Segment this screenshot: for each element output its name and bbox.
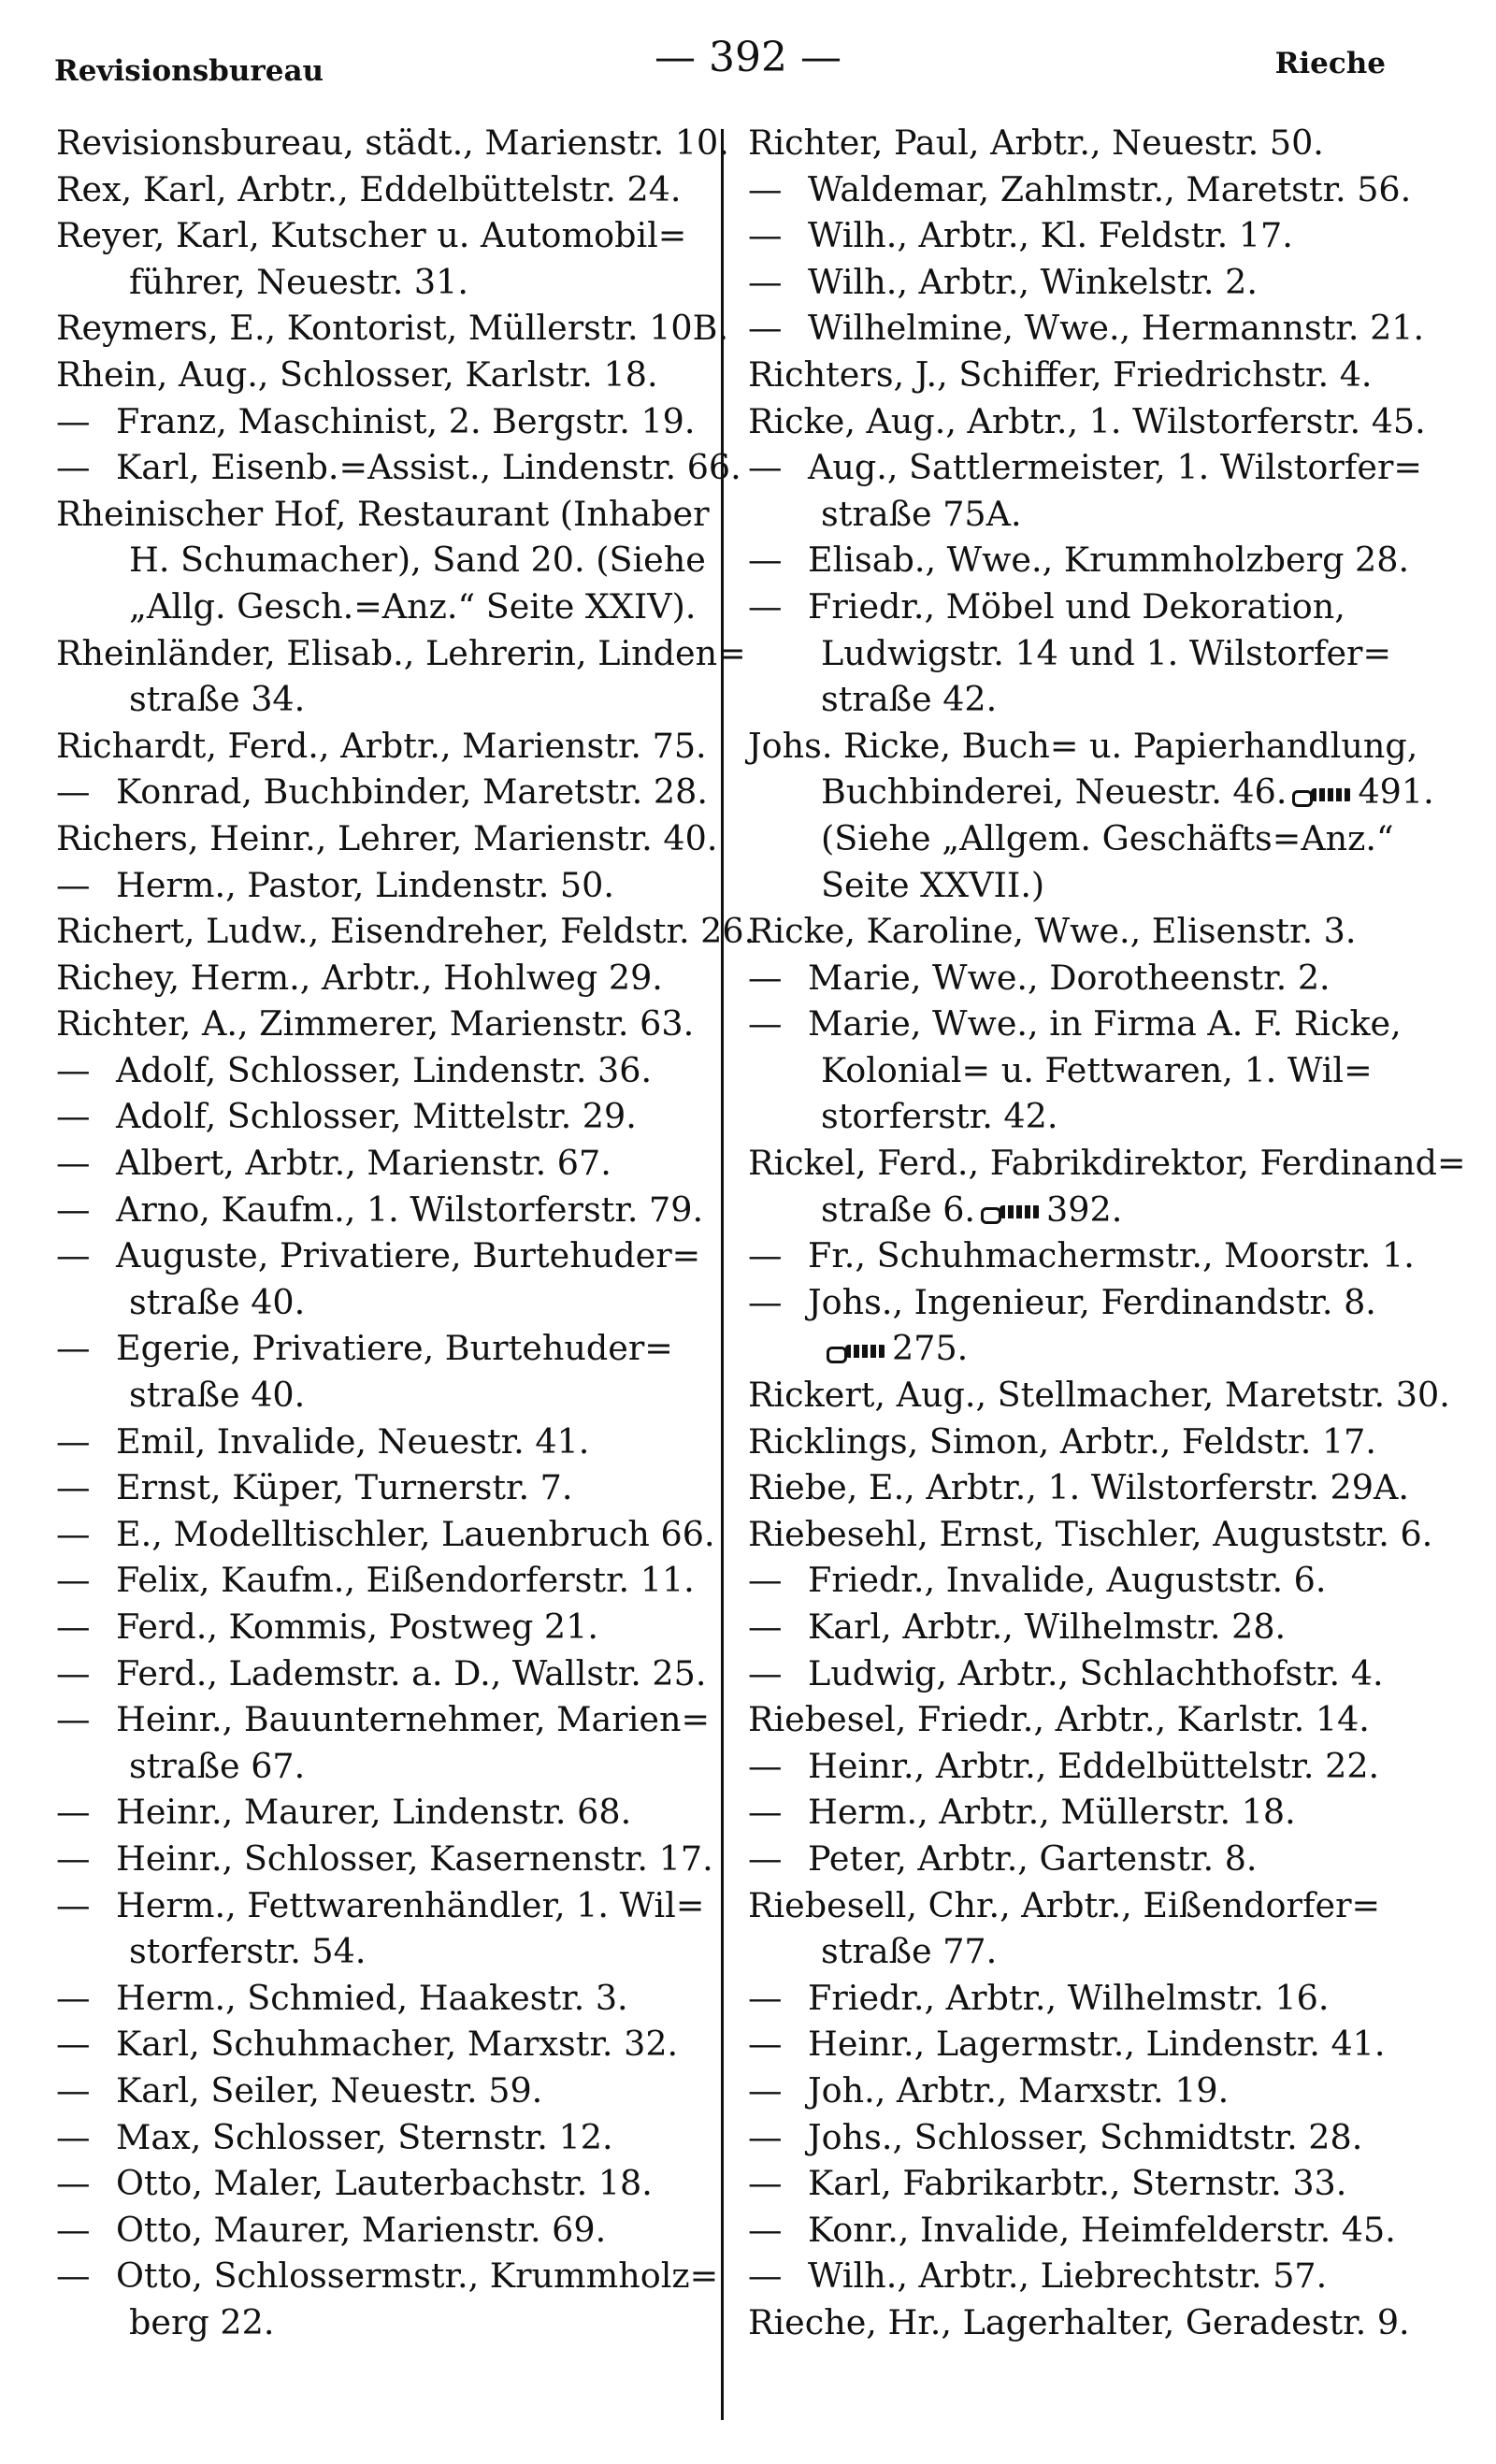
repeat-dash: —: [56, 1143, 91, 1184]
entry-text: storferstr. 54.: [129, 1931, 367, 1972]
directory-entry-line: [748, 1650, 1421, 1697]
entry-text: Rickel, Ferd., Fabrikdirektor, Ferdinand=: [748, 1143, 1466, 1184]
repeat-dash: —: [748, 1235, 783, 1276]
directory-entry-line: [748, 815, 1421, 862]
entry-text: Heinr., Bauunternehmer, Marien=: [116, 1699, 711, 1740]
entry-text: Emil, Invalide, Neuestr. 41.: [116, 1420, 590, 1462]
repeat-dash: —: [56, 1513, 91, 1554]
directory-entry-line: [56, 259, 729, 306]
entry-text: straße 40.: [129, 1281, 306, 1322]
repeat-dash: —: [748, 1003, 783, 1045]
repeat-dash: —: [56, 1467, 91, 1508]
directory-entry-line: [56, 1928, 729, 1975]
repeat-dash: —: [748, 1977, 783, 2018]
directory-entry-line: [748, 352, 1421, 398]
telephone-icon: [1292, 786, 1352, 803]
directory-entry-line: [56, 815, 729, 862]
repeat-dash: —: [56, 1837, 91, 1879]
repeat-dash: —: [56, 1792, 91, 1833]
repeat-dash: —: [56, 1560, 91, 1601]
entry-text: Joh., Arbtr., Marxstr. 19.: [808, 2069, 1230, 2111]
entry-text: Aug., Sattlermeister, 1. Wilstorfer=: [808, 447, 1422, 488]
entry-text: Ricklings, Simon, Arbtr., Feldstr. 17.: [748, 1420, 1376, 1462]
entry-text: straße 75A.: [821, 493, 1022, 534]
directory-entry-line: [56, 908, 755, 955]
repeat-dash: —: [56, 1420, 91, 1462]
left-column: [56, 120, 755, 2346]
directory-entry-line: [56, 212, 729, 259]
directory-entry-line: [56, 1419, 729, 1465]
entry-text: Riebesehl, Ernst, Tischler, Auguststr. 6.: [748, 1513, 1433, 1554]
entry-text: Richers, Heinr., Lehrer, Marienstr. 40.: [56, 817, 718, 858]
running-head-right: Rieche: [1274, 47, 1386, 80]
directory-entry-line: [56, 955, 729, 1001]
repeat-dash: —: [748, 1607, 783, 1647]
directory-entry-line: [56, 1650, 729, 1697]
repeat-dash: —: [748, 215, 783, 256]
repeat-dash: —: [56, 1652, 91, 1693]
directory-entry-line: [748, 1279, 1421, 1326]
directory-entry-line: [56, 1604, 729, 1650]
entry-text: straße 40.: [129, 1375, 306, 1416]
entry-text: Seite XXVII.): [821, 864, 1045, 905]
directory-entry-line: [748, 398, 1426, 445]
directory-entry-line: [56, 1372, 729, 1419]
entry-text: Richter, Paul, Arbtr., Neuestr. 50.: [748, 122, 1324, 163]
entry-text: Herm., Arbtr., Müllerstr. 18.: [808, 1792, 1296, 1833]
repeat-dash: —: [748, 261, 783, 302]
entry-text: Otto, Maurer, Marienstr. 69.: [116, 2209, 607, 2250]
directory-entry-line: [56, 1187, 729, 1233]
directory-entry-line: [748, 1001, 1421, 1047]
repeat-dash: —: [56, 2069, 91, 2111]
repeat-dash: —: [56, 1607, 91, 1647]
directory-entry-line: [748, 2021, 1421, 2068]
directory-entry-line: [748, 2068, 1421, 2114]
directory-entry-line: [748, 259, 1421, 306]
directory-entry-line: [56, 120, 729, 166]
directory-entry-line: [748, 630, 1421, 677]
directory-entry-line: [748, 1696, 1421, 1743]
directory-entry-line: [56, 1789, 729, 1836]
entry-text: Karl, Eisenb.=Assist., Lindenstr. 66.: [116, 447, 741, 488]
entry-text: „Allg. Gesch.=Anz.“ Seite XXIV).: [129, 585, 697, 627]
entry-text: Karl, Seiler, Neuestr. 59.: [116, 2069, 543, 2111]
repeat-dash: —: [748, 2255, 783, 2297]
entry-text: Ernst, Küper, Turnerstr. 7.: [116, 1467, 573, 1508]
directory-entry-line: [56, 2253, 729, 2299]
entry-text: Albert, Arbtr., Marienstr. 67.: [116, 1143, 611, 1184]
repeat-dash: —: [748, 585, 783, 627]
entry-text: Friedr., Arbtr., Wilhelmstr. 16.: [808, 1977, 1330, 2018]
directory-entry-line: [748, 166, 1421, 213]
entry-text: Kolonial= u. Fettwaren, 1. Wil=: [821, 1049, 1373, 1090]
entry-text: Rickert, Aug., Stellmacher, Maretstr. 30.: [748, 1375, 1450, 1416]
phone-number: 491.: [1358, 771, 1434, 813]
entry-text: E., Modelltischler, Lauenbruch 66.: [116, 1513, 715, 1554]
repeat-dash: —: [56, 400, 91, 441]
entry-text: Johs., Ingenieur, Ferdinandstr. 8.: [808, 1281, 1376, 1322]
repeat-dash: —: [56, 2024, 91, 2065]
directory-entry-line: [56, 676, 729, 723]
directory-entry-line: [748, 862, 1421, 909]
directory-entry-line: [748, 1604, 1421, 1650]
entry-text: Johs. Ricke, Buch= u. Papierhandlung,: [748, 725, 1418, 766]
entry-text: Adolf, Schlosser, Mittelstr. 29.: [116, 1096, 637, 1137]
repeat-dash: —: [748, 1281, 783, 1322]
directory-entry-line: [748, 1047, 1421, 1094]
entry-text: führer, Neuestr. 31.: [129, 261, 468, 302]
directory-entry-line: [56, 444, 741, 491]
entry-text: Karl, Schuhmacher, Marxstr. 32.: [116, 2024, 679, 2065]
directory-entry-line: [748, 491, 1421, 538]
phone-number: 275.: [892, 1328, 969, 1369]
entry-text: Ferd., Kommis, Postweg 21.: [116, 1607, 598, 1647]
directory-entry-line: [748, 955, 1421, 1001]
repeat-dash: —: [56, 1096, 91, 1137]
directory-entry-line: [748, 1232, 1421, 1279]
directory-entry-line: [748, 1419, 1421, 1465]
directory-entry-line: [748, 584, 1421, 630]
entry-text: Richey, Herm., Arbtr., Hohlweg 29.: [56, 957, 663, 998]
repeat-dash: —: [748, 1560, 783, 1601]
directory-entry-line: [56, 1001, 729, 1047]
repeat-dash: —: [748, 2116, 783, 2157]
entry-text: Rheinländer, Elisab., Lehrerin, Linden=: [56, 632, 746, 673]
entry-text: Rieche, Hr., Lagerhalter, Geradestr. 9.: [748, 2301, 1410, 2342]
repeat-dash: —: [748, 168, 783, 209]
directory-entry-line: [748, 2253, 1421, 2299]
entry-text: Konrad, Buchbinder, Maretstr. 28.: [116, 771, 708, 813]
directory-entry-line: [56, 1975, 729, 2022]
entry-text: Felix, Kaufm., Eißendorferstr. 11.: [116, 1560, 695, 1601]
directory-entry-line: [748, 1372, 1450, 1419]
directory-entry-line: [56, 491, 729, 538]
repeat-dash: —: [56, 2209, 91, 2250]
repeat-dash: —: [56, 1884, 91, 1925]
directory-entry-line: [56, 1232, 729, 1279]
directory-entry-line: [56, 1047, 729, 1094]
right-column: [748, 120, 1466, 2346]
entry-text: Richter, A., Zimmerer, Marienstr. 63.: [56, 1003, 695, 1045]
entry-text: Richardt, Ferd., Arbtr., Marienstr. 75.: [56, 725, 707, 766]
entry-text: Wilh., Arbtr., Liebrechtstr. 57.: [808, 2255, 1328, 2297]
entry-text: Reymers, E., Kontorist, Müllerstr. 10B.: [56, 308, 729, 349]
repeat-dash: —: [748, 2163, 783, 2204]
directory-entry-line: [748, 212, 1421, 259]
entry-text: Fr., Schuhmachermstr., Moorstr. 1.: [808, 1235, 1415, 1276]
entry-text: Adolf, Schlosser, Lindenstr. 36.: [116, 1049, 653, 1090]
directory-entry-line: [56, 352, 729, 398]
directory-entry-line: [748, 908, 1421, 955]
directory-entry-line: [748, 2207, 1421, 2254]
directory-entry-line: [56, 2068, 729, 2114]
repeat-dash: —: [748, 1837, 783, 1879]
entry-text: Riebesel, Friedr., Arbtr., Karlstr. 14.: [748, 1699, 1370, 1740]
directory-entry-line: [56, 1464, 729, 1511]
entry-text: Friedr., Invalide, Auguststr. 6.: [808, 1560, 1327, 1601]
entry-text: Ludwigstr. 14 und 1. Wilstorfer=: [821, 632, 1392, 673]
directory-entry-line: [56, 537, 729, 584]
directory-entry-line: [748, 1093, 1421, 1140]
repeat-dash: —: [56, 1189, 91, 1230]
directory-entry-line: [748, 1928, 1421, 1975]
repeat-dash: —: [748, 447, 783, 488]
directory-entry-line: [56, 2114, 729, 2161]
entry-text: Elisab., Wwe., Krummholzberg 28.: [808, 540, 1410, 581]
entry-text: Karl, Fabrikarbtr., Sternstr. 33.: [808, 2163, 1347, 2204]
repeat-dash: —: [748, 957, 783, 998]
phone-number: 392.: [1046, 1189, 1123, 1230]
directory-entry-line: [748, 537, 1421, 584]
entry-text: Ludwig, Arbtr., Schlachthofstr. 4.: [808, 1652, 1384, 1693]
repeat-dash: —: [748, 2024, 783, 2065]
directory-entry-line: [748, 2114, 1421, 2161]
entry-text: Ricke, Aug., Arbtr., 1. Wilstorferstr. 45.: [748, 400, 1426, 441]
repeat-dash: —: [56, 1977, 91, 2018]
entry-text: Egerie, Privatiere, Burtehuder=: [116, 1328, 673, 1369]
entry-text: Marie, Wwe., in Firma A. F. Ricke,: [808, 1003, 1402, 1045]
entry-text: straße 6.: [821, 1189, 976, 1230]
directory-entry-line: [56, 1836, 729, 1882]
directory-entry-line: [748, 1325, 1421, 1372]
repeat-dash: —: [748, 308, 783, 349]
entry-text: Wilhelmine, Wwe., Hermannstr. 21.: [808, 308, 1425, 349]
repeat-dash: —: [748, 2209, 783, 2250]
directory-entry-line: [56, 1093, 729, 1140]
directory-entry-line: [56, 1882, 729, 1929]
repeat-dash: —: [748, 2069, 783, 2111]
directory-entry-line: [748, 120, 1421, 166]
directory-entry-line: [748, 2160, 1421, 2207]
entry-text: Rex, Karl, Arbtr., Eddelbüttelstr. 24.: [56, 168, 682, 209]
entry-text: Marie, Wwe., Dorotheenstr. 2.: [808, 957, 1331, 998]
directory-entry-line: [56, 2160, 729, 2207]
telephone-icon: [981, 1203, 1041, 1220]
entry-text: Heinr., Maurer, Lindenstr. 68.: [116, 1792, 632, 1833]
directory-entry-line: [56, 1140, 729, 1187]
entry-text: Richters, J., Schiffer, Friedrichstr. 4.: [748, 353, 1373, 395]
directory-entry-line: [56, 862, 729, 909]
directory-entry-line: [748, 1743, 1421, 1790]
entry-text: Wilh., Arbtr., Winkelstr. 2.: [808, 261, 1258, 302]
entry-text: straße 67.: [129, 1745, 306, 1786]
entry-text: Rheinischer Hof, Restaurant (Inhaber: [56, 493, 710, 534]
telephone-icon: [827, 1343, 886, 1360]
entry-text: Auguste, Privatiere, Burtehuder=: [116, 1235, 701, 1276]
directory-entry-line: [56, 630, 746, 677]
directory-entry-line: [56, 2299, 729, 2346]
directory-entry-line: [56, 166, 729, 213]
directory-entry-line: [748, 1975, 1421, 2022]
entry-text: Heinr., Schlosser, Kasernenstr. 17.: [116, 1837, 713, 1879]
entry-text: Waldemar, Zahlmstr., Maretstr. 56.: [808, 168, 1412, 209]
entry-text: (Siehe „Allgem. Geschäfts=Anz.“: [821, 817, 1394, 858]
directory-entry-line: [56, 723, 729, 770]
entry-text: Ferd., Lademstr. a. D., Wallstr. 25.: [116, 1652, 707, 1693]
entry-text: berg 22.: [129, 2301, 275, 2342]
entry-text: Ricke, Karoline, Wwe., Elisenstr. 3.: [748, 911, 1357, 952]
repeat-dash: —: [56, 447, 91, 488]
entry-text: Peter, Arbtr., Gartenstr. 8.: [808, 1837, 1258, 1879]
directory-entry-line: [56, 398, 729, 445]
repeat-dash: —: [56, 1235, 91, 1276]
directory-entry-line: [748, 1789, 1421, 1836]
repeat-dash: —: [56, 2255, 91, 2297]
entry-text: Konr., Invalide, Heimfelderstr. 45.: [808, 2209, 1396, 2250]
repeat-dash: —: [748, 540, 783, 581]
entry-text: Herm., Schmied, Haakestr. 3.: [116, 1977, 628, 2018]
directory-entry-line: [748, 1836, 1421, 1882]
repeat-dash: —: [56, 2116, 91, 2157]
directory-entry-line: [748, 723, 1421, 770]
directory-entry-line: [748, 2299, 1421, 2346]
entry-text: Heinr., Arbtr., Eddelbüttelstr. 22.: [808, 1745, 1380, 1786]
repeat-dash: —: [56, 864, 91, 905]
entry-text: Arno, Kaufm., 1. Wilstorferstr. 79.: [116, 1189, 704, 1230]
directory-entry-line: [56, 1743, 729, 1790]
repeat-dash: —: [748, 1792, 783, 1833]
entry-text: straße 42.: [821, 679, 998, 720]
directory-entry-line: [56, 584, 729, 630]
entry-text: straße 77.: [821, 1931, 998, 1972]
entry-text: Reyer, Karl, Kutscher u. Automobil=: [56, 215, 687, 256]
repeat-dash: —: [56, 1049, 91, 1090]
page-number: — 392 —: [654, 34, 842, 81]
entry-text: straße 34.: [129, 679, 306, 720]
repeat-dash: —: [748, 1652, 783, 1693]
directory-entry-line: [56, 1696, 729, 1743]
directory-entry-line: [56, 2207, 729, 2254]
directory-entry-line: [56, 1557, 729, 1604]
page-header: [0, 0, 1496, 94]
entry-text: Herm., Pastor, Lindenstr. 50.: [116, 864, 614, 905]
directory-entry-line: [748, 305, 1425, 352]
entry-text: storferstr. 42.: [821, 1096, 1058, 1137]
entry-text: Revisionsbureau, städt., Marienstr. 10.: [56, 122, 729, 163]
entry-text: Franz, Maschinist, 2. Bergstr. 19.: [116, 400, 696, 441]
repeat-dash: —: [56, 2163, 91, 2204]
directory-entry-line: [748, 769, 1434, 815]
entry-text: Johs., Schlosser, Schmidtstr. 28.: [808, 2116, 1363, 2157]
entry-text: Richert, Ludw., Eisendreher, Feldstr. 26.: [56, 911, 755, 952]
entry-text: H. Schumacher), Sand 20. (Siehe: [129, 540, 706, 581]
entry-text: Karl, Arbtr., Wilhelmstr. 28.: [808, 1607, 1287, 1647]
directory-entry-line: [56, 1325, 729, 1372]
directory-entry-line: [56, 769, 729, 815]
directory-entry-line: [748, 1511, 1433, 1558]
directory-entry-line: [56, 1279, 729, 1326]
entry-text: Rhein, Aug., Schlosser, Karlstr. 18.: [56, 353, 658, 395]
entry-text: Otto, Maler, Lauterbachstr. 18.: [116, 2163, 653, 2204]
running-head-left: Revisionsbureau: [54, 54, 324, 88]
repeat-dash: —: [56, 771, 91, 813]
entry-text: Otto, Schlossermstr., Krummholz=: [116, 2255, 719, 2297]
entry-text: Riebesell, Chr., Arbtr., Eißendorfer=: [748, 1884, 1381, 1925]
entry-text: Heinr., Lagermstr., Lindenstr. 41.: [808, 2024, 1386, 2065]
directory-entry-line: [748, 1882, 1421, 1929]
directory-entry-line: [748, 1140, 1466, 1187]
entry-text: Friedr., Möbel und Dekoration,: [808, 585, 1345, 627]
directory-entry-line: [56, 1511, 729, 1558]
directory-entry-line: [748, 1187, 1421, 1233]
directory-entry-line: [56, 305, 729, 352]
entry-text: Riebe, E., Arbtr., 1. Wilstorferstr. 29A.: [748, 1467, 1409, 1508]
entry-text: Buchbinderei, Neuestr. 46.: [821, 771, 1287, 813]
directory-entry-line: [748, 676, 1421, 723]
directory-entry-line: [748, 1464, 1421, 1511]
entry-text: Max, Schlosser, Sternstr. 12.: [116, 2116, 613, 2157]
directory-entry-line: [748, 1557, 1421, 1604]
entry-text: Herm., Fettwarenhändler, 1. Wil=: [116, 1884, 705, 1925]
directory-entry-line: [56, 2021, 729, 2068]
repeat-dash: —: [56, 1328, 91, 1369]
directory-entry-line: [748, 444, 1421, 491]
repeat-dash: —: [56, 1699, 91, 1740]
repeat-dash: —: [748, 1745, 783, 1786]
entry-text: Wilh., Arbtr., Kl. Feldstr. 17.: [808, 215, 1293, 256]
